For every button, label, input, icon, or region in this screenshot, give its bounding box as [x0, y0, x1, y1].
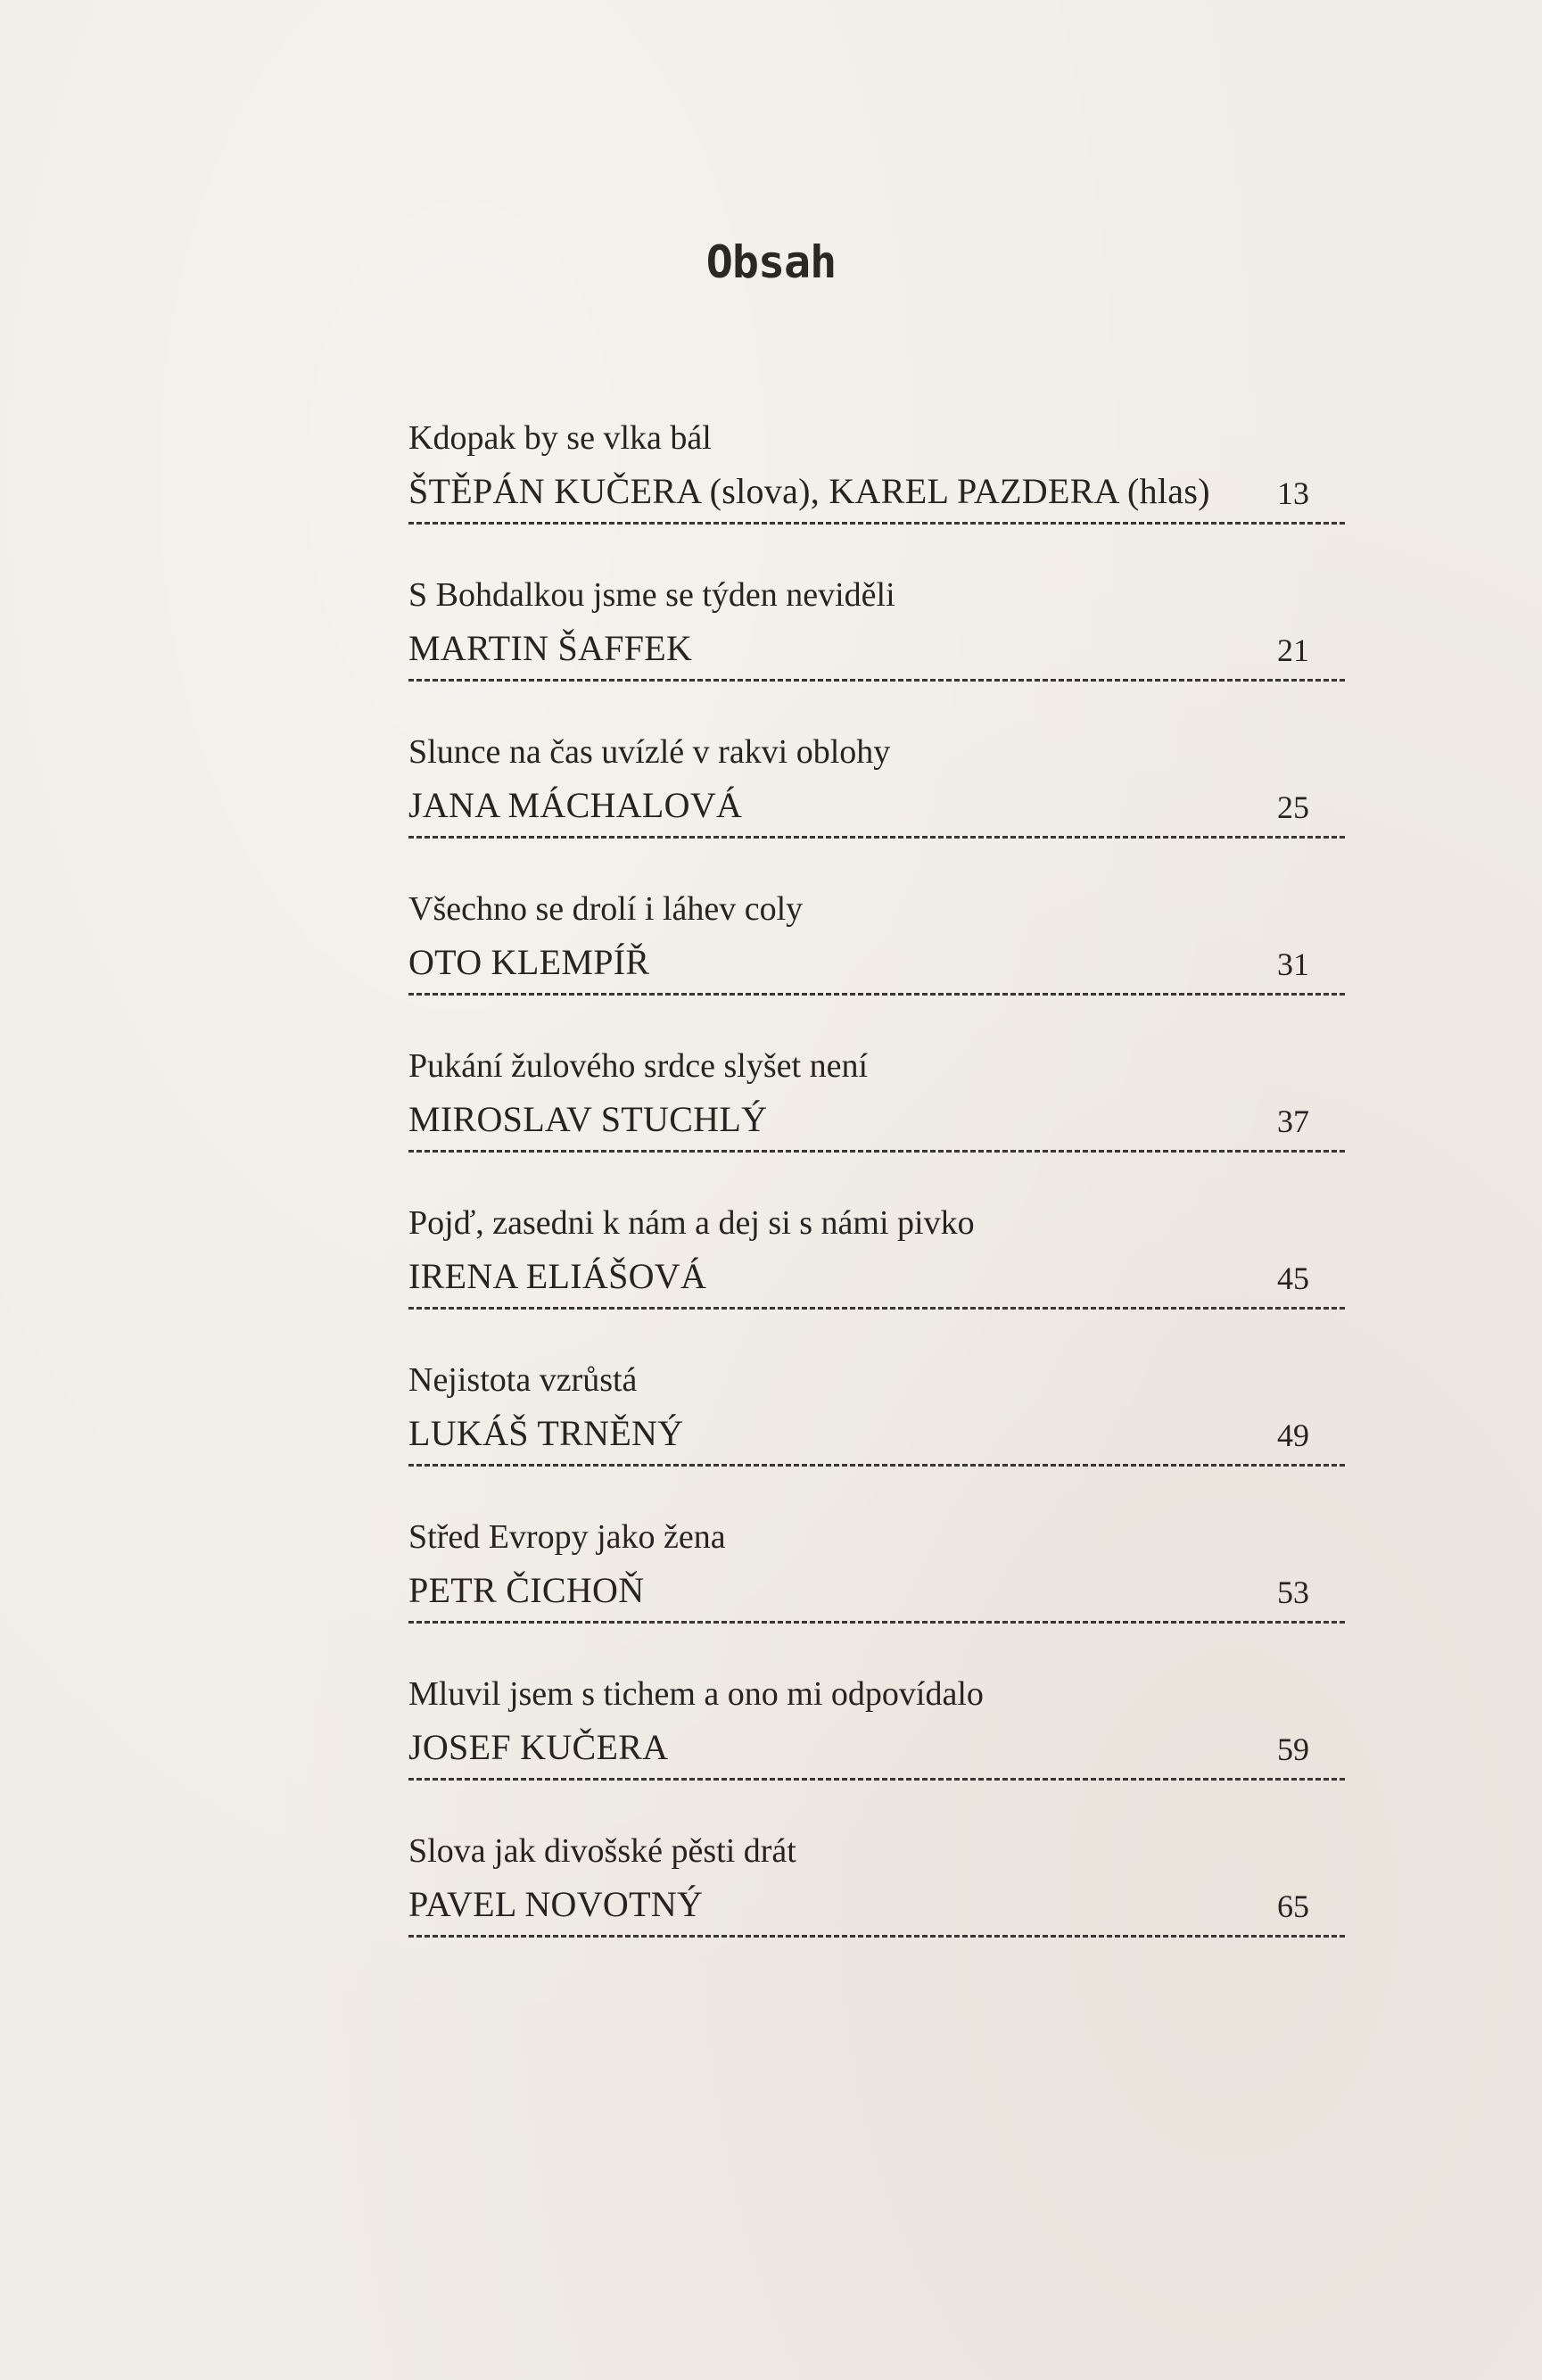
toc-entry [408, 1342, 1345, 1499]
entry-page-number: 65 [1277, 1888, 1309, 1924]
entry-author: OTO KLEMPÍŘ [408, 942, 650, 982]
dashed-divider [408, 1621, 1345, 1624]
entry-title: Mluvil jsem s tichem a ono mi odpovídalo [408, 1675, 984, 1713]
toc-entry [408, 557, 1345, 714]
dashed-divider [408, 1778, 1345, 1781]
entry-title: Všechno se drolí i láhev coly [408, 890, 804, 928]
toc-entry [408, 714, 1345, 871]
entry-page-number: 31 [1277, 946, 1309, 982]
dashed-divider [408, 1150, 1345, 1153]
entry-page-number: 25 [1277, 789, 1309, 825]
entry-title: Střed Evropy jako žena [408, 1518, 726, 1556]
dashed-divider [408, 836, 1345, 839]
toc-entry [408, 1185, 1345, 1342]
entry-author: PETR ČICHOŇ [408, 1570, 645, 1610]
entry-author: JANA MÁCHALOVÁ [408, 785, 743, 825]
entry-page-number: 53 [1277, 1574, 1309, 1610]
toc-entry [408, 1656, 1345, 1813]
entry-title: Nejistota vzrůstá [408, 1361, 638, 1399]
entry-page-number: 13 [1277, 475, 1309, 511]
entry-page-number: 59 [1277, 1731, 1309, 1767]
entry-page-number: 45 [1277, 1260, 1309, 1296]
toc-entry [408, 871, 1345, 1028]
dashed-divider [408, 679, 1345, 682]
dashed-divider [408, 993, 1345, 996]
entry-title: Kdopak by se vlka bál [408, 419, 712, 457]
table-of-contents [408, 400, 1345, 1970]
entry-title: Pukání žulového srdce slyšet není [408, 1047, 869, 1085]
entry-page-number: 21 [1277, 632, 1309, 668]
entry-author: MARTIN ŠAFFEK [408, 628, 693, 668]
entry-author: ŠTĚPÁN KUČERA (slova), KAREL PAZDERA (hlas) [408, 471, 1210, 511]
entry-author: MIROSLAV STUCHLÝ [408, 1099, 768, 1139]
entry-author: PAVEL NOVOTNÝ [408, 1884, 704, 1924]
toc-entry [408, 1499, 1345, 1656]
entry-title: Slova jak divošské pěsti drát [408, 1832, 796, 1870]
entry-author: LUKÁŠ TRNĚNÝ [408, 1413, 684, 1453]
dashed-divider [408, 522, 1345, 525]
toc-entry [408, 1028, 1345, 1185]
entry-page-number: 49 [1277, 1417, 1309, 1453]
dashed-divider [408, 1935, 1345, 1938]
entry-title: Pojď, zasedni k nám a dej si s námi pivko [408, 1204, 975, 1242]
toc-entry [408, 400, 1345, 557]
dashed-divider [408, 1307, 1345, 1310]
entry-author: IRENA ELIÁŠOVÁ [408, 1256, 707, 1296]
entry-title: Slunce na čas uvízlé v rakvi oblohy [408, 733, 891, 771]
entry-author: JOSEF KUČERA [408, 1727, 669, 1767]
toc-entry [408, 1813, 1345, 1970]
entry-page-number: 37 [1277, 1103, 1309, 1139]
page-title: Obsah [705, 236, 837, 288]
dashed-divider [408, 1464, 1345, 1467]
entry-title: S Bohdalkou jsme se týden neviděli [408, 576, 895, 614]
